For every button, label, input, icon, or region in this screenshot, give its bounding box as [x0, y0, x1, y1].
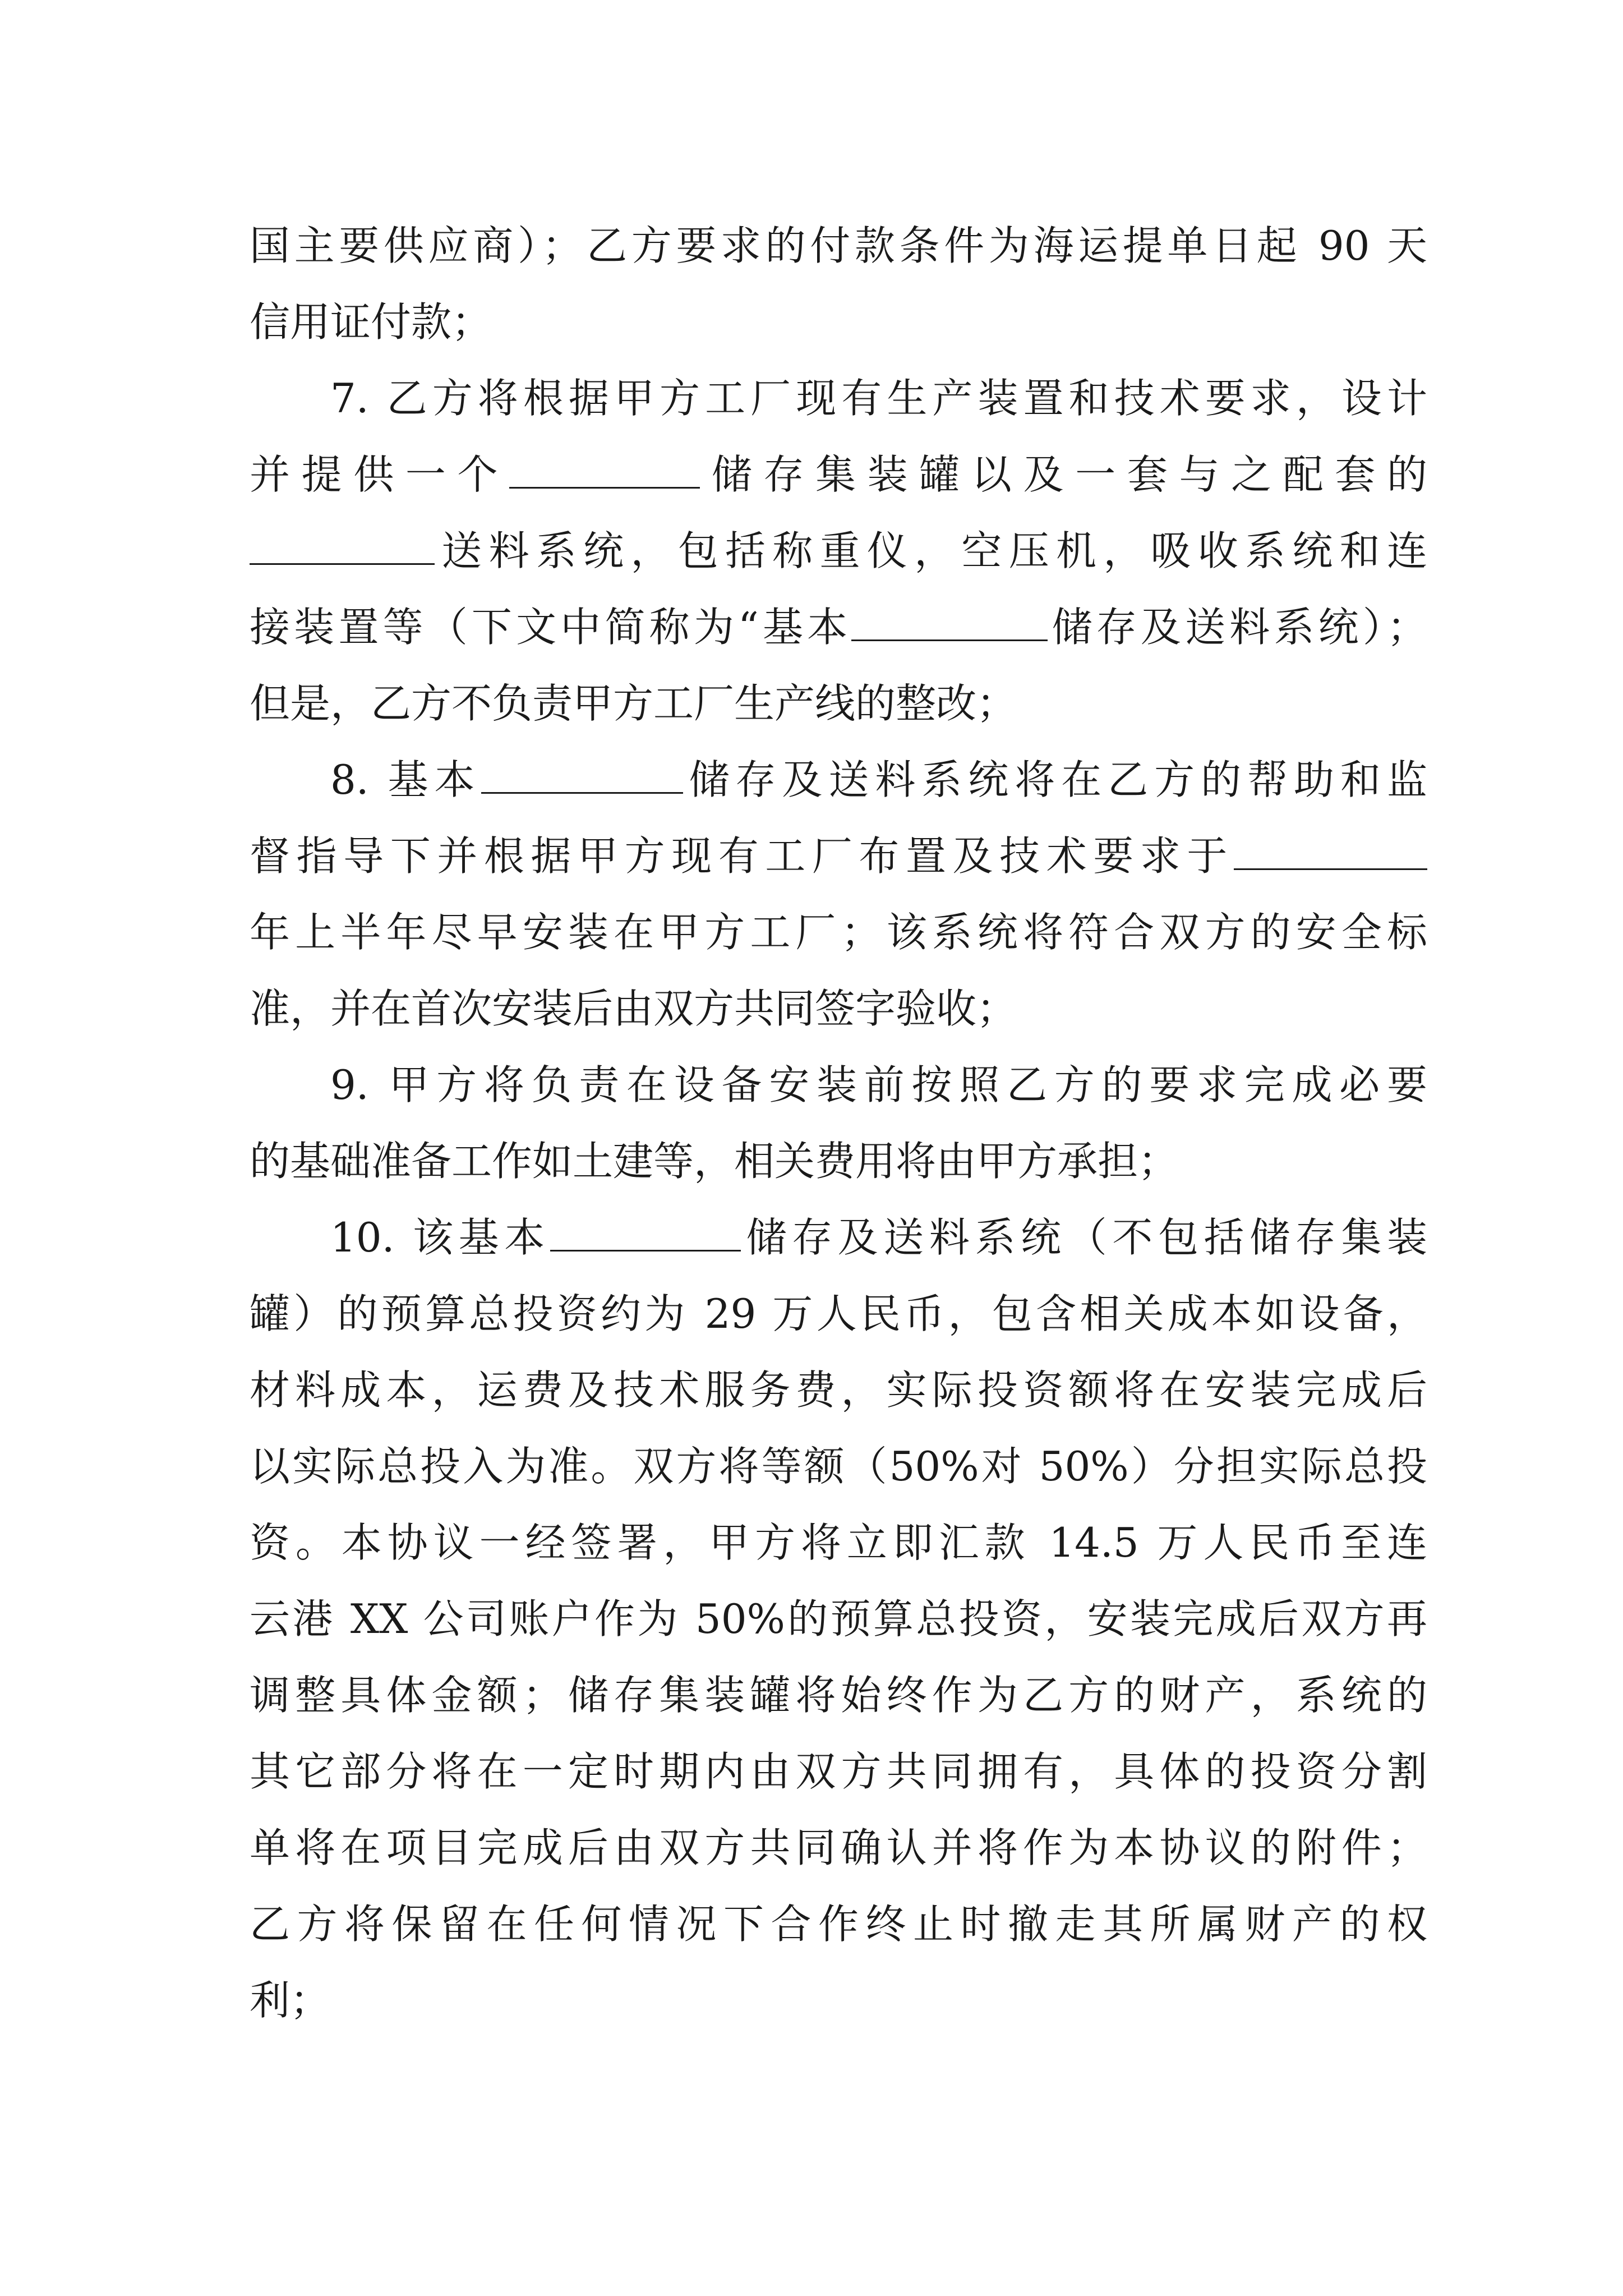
text-line: 接装置等（下文中简称为“基本 储存及送料系统）； — [250, 589, 1427, 665]
text-line: 罐）的预算总投资约为 29 万人民币，包含相关成本如设备， — [250, 1290, 1427, 1337]
text-line: 准，并在首次安装后由双方共同签字验收； — [250, 985, 1017, 1032]
text-line: 单将在项目完成后由双方共同确认并将作为本协议的附件； — [250, 1824, 1427, 1871]
text-line: 送料系统，包括称重仪，空压机，吸收系统和连 — [250, 513, 1427, 589]
text-line: 材料成本，运费及技术服务费，实际投资额将在安装完成后 — [250, 1366, 1427, 1414]
text-line: 督指导下并根据甲方现有工厂布置及技术要求于 — [250, 818, 1427, 894]
text-line: 以实际总投入为准。双方将等额（50%对 50%）分担实际总投 — [250, 1443, 1427, 1490]
text-line: 调整具体金额；储存集装罐将始终作为乙方的财产，系统的 — [250, 1672, 1427, 1719]
fill-blank — [509, 440, 700, 489]
text-line: 年上半年尽早安装在甲方工厂；该系统将符合双方的安全标 — [250, 909, 1427, 956]
fill-blank — [250, 516, 435, 565]
fill-blank — [851, 592, 1048, 641]
clause-7: 7. 乙方将根据甲方工厂现有生产装置和技术要求，设计 — [330, 375, 1427, 422]
clause-8: 8. 基本 储存及送料系统将在乙方的帮助和监 — [250, 742, 1427, 818]
text-line: 国主要供应商）；乙方要求的付款条件为海运提单日起 90 天 — [250, 222, 1427, 269]
fill-blank — [550, 1203, 741, 1251]
fill-blank — [1234, 821, 1427, 870]
clause-10: 10. 该基本 储存及送料系统（不包括储存集装 — [250, 1199, 1427, 1276]
text-line: 但是，乙方不负责甲方工厂生产线的整改； — [250, 680, 1017, 727]
clause-9: 9. 甲方将负责在设备安装前按照乙方的要求完成必要 — [330, 1061, 1427, 1108]
text-line: 并提供一个 储存集装罐以及一套与之配套的 — [250, 436, 1427, 513]
text-line: 信用证付款； — [250, 298, 492, 346]
text-line: 乙方将保留在任何情况下合作终止时撤走其所属财产的权 — [250, 1901, 1427, 1948]
text-line: 资。本协议一经签署，甲方将立即汇款 14.5 万人民币至连 — [250, 1519, 1427, 1566]
text-line: 其它部分将在一定时期内由双方共同拥有，具体的投资分割 — [250, 1748, 1427, 1795]
text-line: 利； — [250, 1977, 331, 2024]
contract-body — [250, 208, 1427, 2039]
text-line: 的基础准备工作如土建等，相关费用将由甲方承担； — [250, 1138, 1179, 1185]
fill-blank — [481, 745, 683, 794]
text-line: 云港 XX 公司账户作为 50%的预算总投资，安装完成后双方再 — [250, 1595, 1427, 1642]
